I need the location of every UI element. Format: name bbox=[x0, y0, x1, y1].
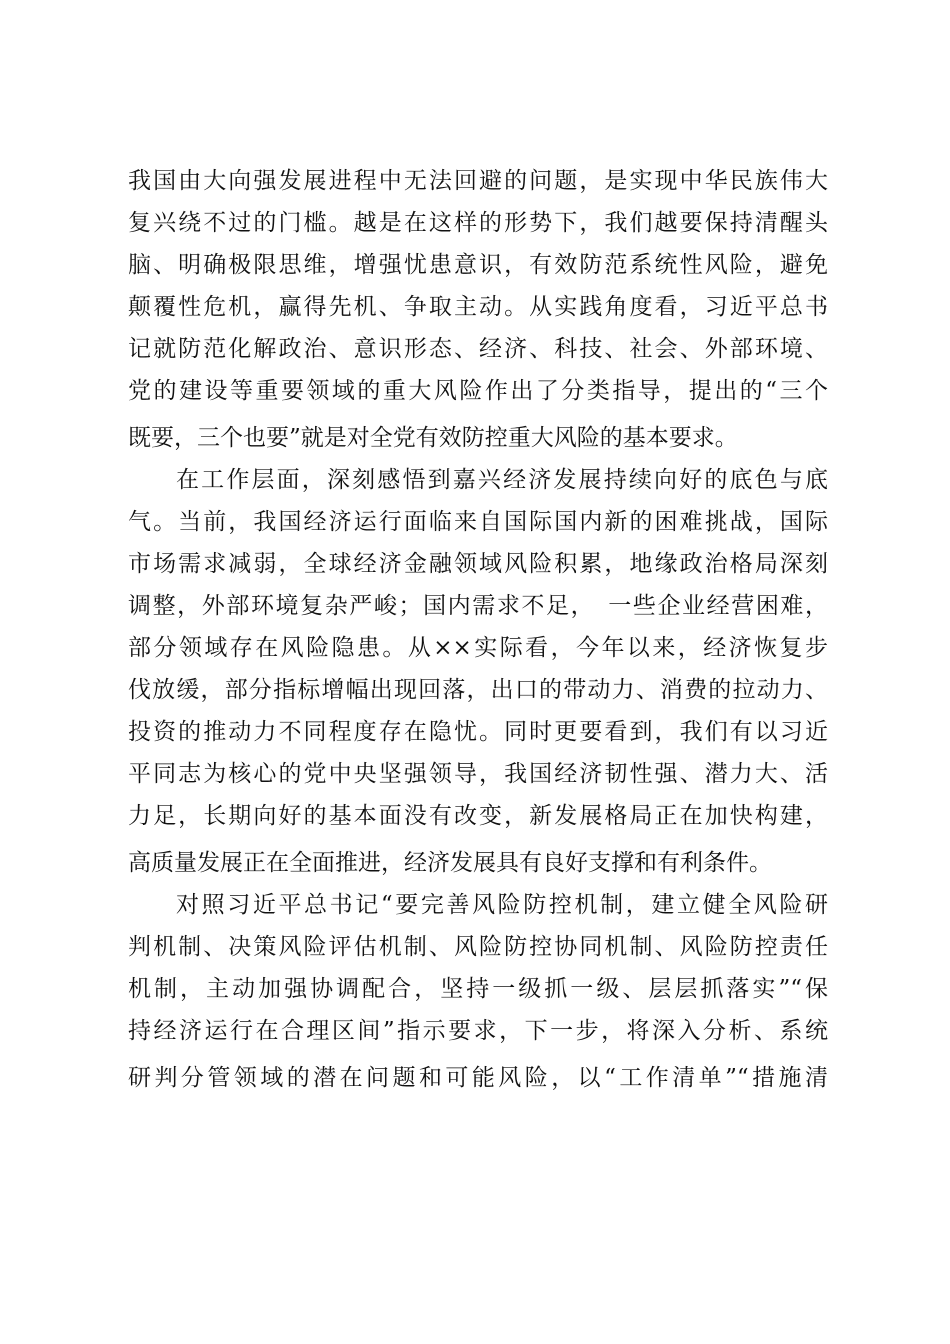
paragraph-line: 判机制、决策风险评估机制、风险防控协同机制、风险防控责任 bbox=[128, 934, 828, 960]
paragraph-line: 调整，外部环境复杂严峻；国内需求不足， 一些企业经营困难， bbox=[128, 593, 828, 619]
paragraph-line: 机制，主动加强协调配合，坚持一级抓一级、层层抓落实”“保 bbox=[128, 976, 828, 1002]
paragraph-line: 对照习近平总书记“要完善风险防控机制，建立健全风险研 bbox=[176, 892, 828, 918]
paragraph-line: 伐放缓，部分指标增幅出现回落，出口的带动力、消费的拉动力、 bbox=[128, 677, 828, 703]
paragraph-line: 市场需求减弱，全球经济金融领域风险积累，地缘政治格局深刻 bbox=[128, 551, 828, 577]
paragraph-line: 力足，长期向好的基本面没有改变，新发展格局正在加快构建， bbox=[128, 803, 828, 829]
paragraph-line: 气。当前，我国经济运行面临来自国际国内新的困难挑战，国际 bbox=[128, 509, 828, 535]
paragraph-line: 投资的推动力不同程度存在隐忧。同时更要看到，我们有以习近 bbox=[128, 719, 828, 745]
paragraph-line: 复兴绕不过的门槛。越是在这样的形势下，我们越要保持清醒头 bbox=[128, 210, 828, 236]
paragraph-line: 我国由大向强发展进程中无法回避的问题，是实现中华民族伟大 bbox=[128, 168, 828, 194]
paragraph-line: 持经济运行在合理区间”指示要求，下一步，将深入分析、系统 bbox=[128, 1018, 828, 1044]
paragraph-line: 记就防范化解政治、意识形态、经济、科技、社会、外部环境、 bbox=[128, 336, 828, 362]
paragraph-line: 平同志为核心的党中央坚强领导，我国经济韧性强、潜力大、活 bbox=[128, 761, 828, 787]
paragraph-line: 既要，三个也要”就是对全党有效防控重大风险的基本要求。 bbox=[128, 425, 738, 451]
paragraph-line: 研判分管领域的潜在问题和可能风险，以“工作清单”“措施清 bbox=[128, 1065, 828, 1091]
paragraph-line: 颠覆性危机，赢得先机、争取主动。从实践角度看，习近平总书 bbox=[128, 294, 828, 320]
paragraph-line: 在工作层面，深刻感悟到嘉兴经济发展持续向好的底色与底 bbox=[176, 467, 828, 493]
paragraph-line: 脑、明确极限思维，增强忧患意识，有效防范系统性风险，避免 bbox=[128, 252, 828, 278]
paragraph-line: 高质量发展正在全面推进，经济发展具有良好支撑和有利条件。 bbox=[128, 850, 772, 876]
paragraph-line: 部分领域存在风险隐患。从××实际看，今年以来，经济恢复步 bbox=[128, 635, 828, 661]
paragraph-line: 党的建设等重要领域的重大风险作出了分类指导，提出的“三个 bbox=[128, 378, 828, 404]
